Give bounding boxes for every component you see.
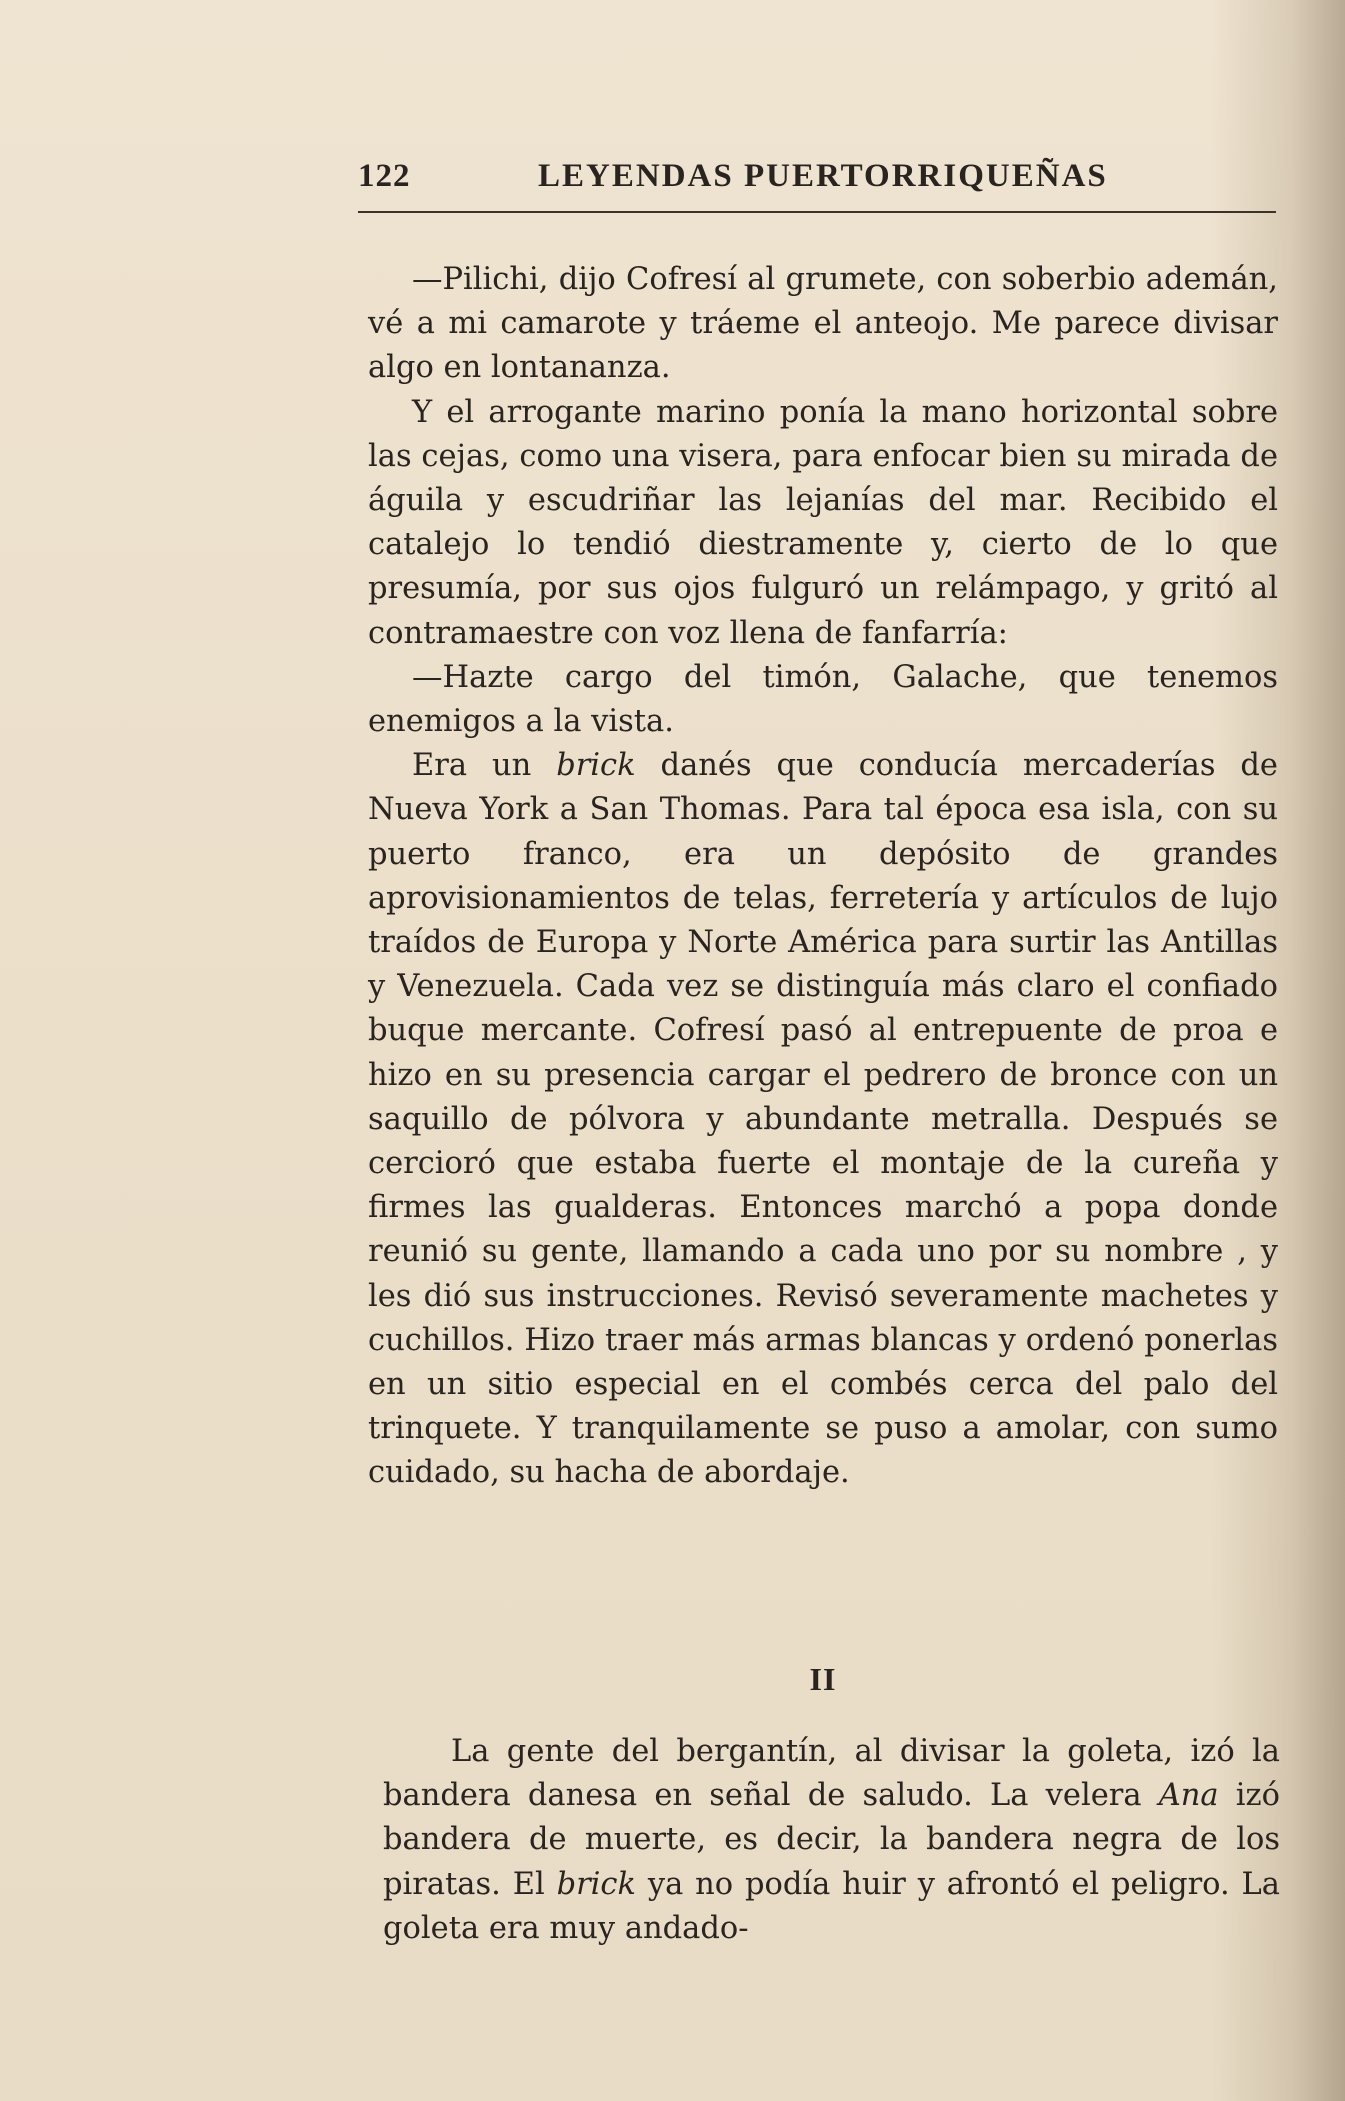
body-text [368,258,1278,1496]
text-run: ya no podía huir y afrontó el peligro. La goleta era muy andado- [383,1866,1280,1946]
text-run: Era un [412,748,557,784]
paragraph-arrogant-sailor: Y el arrogante marino ponía la mano horizontal sobre las cejas, como una visera, para enfocar bien su mirada de águila y escudriñar las lejanías del mar. Recibido el catalejo lo tendió diestramente y, cierto de lo que presumía, por sus ojos fulguró un relámpago, y gritó al contramaestre con voz llena de fanfarría: [368,394,1278,651]
page-header [358,158,1276,208]
paragraph-dialogue-galache: —Hazte cargo del timón, Galache, que tenemos enemigos a la vista. [368,659,1278,740]
text-run: danés que conducía mercaderías de Nueva York a San Thomas. Para tal época esa isla, con su puerto franco, era un depósito de grandes aprovisionamientos de telas, ferretería y artículos de lujo traídos de Europa y Norte América para surtir las Antillas y Venezuela. Cada vez se distinguía más claro el confiado buque mercante. Cofresí pasó al entrepuente de proa e hizo en su presencia cargar el pedrero de bronce con un saquillo de pólvora y abundante metralla. Después se cercioró que estaba fuerte el montaje de la cureña y firmes las gualderas. Entonces marchó a popa donde reunió su gente, llamando a cada uno por su nombre , y les dió sus instrucciones. Revisó severamente machetes y cuchillos. Hizo traer más armas blancas y ordenó ponerlas en un sitio especial en el combés cerca del palo del trinquete. Y tranquilamente se puso a amolar, con sumo cuidado, su hacha de abordaje. [368,748,1278,1491]
italic-term: brick [556,748,636,784]
header-rule [358,211,1276,213]
page-number: 122 [358,158,411,194]
paragraph-dialogue-pilichi: —Pilichi, dijo Cofresí al grumete, con soberbio ademán, vé a mi camarote y tráeme el anteojo. Me parece divisar algo en lontananza. [368,262,1278,386]
section-heading: II [809,1661,837,1697]
running-title: LEYENDAS PUERTORRIQUEÑAS [538,158,1108,194]
text-run: La gente del bergantín, al divisar la goleta, izó la bandera danesa en señal de saludo. La velera [383,1734,1280,1814]
italic-term: brick [556,1866,637,1902]
paragraph-bergantin [383,1730,1280,1951]
body-text-section-2 [383,1730,1280,1951]
paragraph-brick-danish [368,744,1278,1495]
text-run: izó bandera de muerte, es decir, la bandera negra de los piratas. El [383,1778,1280,1902]
italic-ship-name: Ana [1158,1778,1219,1814]
